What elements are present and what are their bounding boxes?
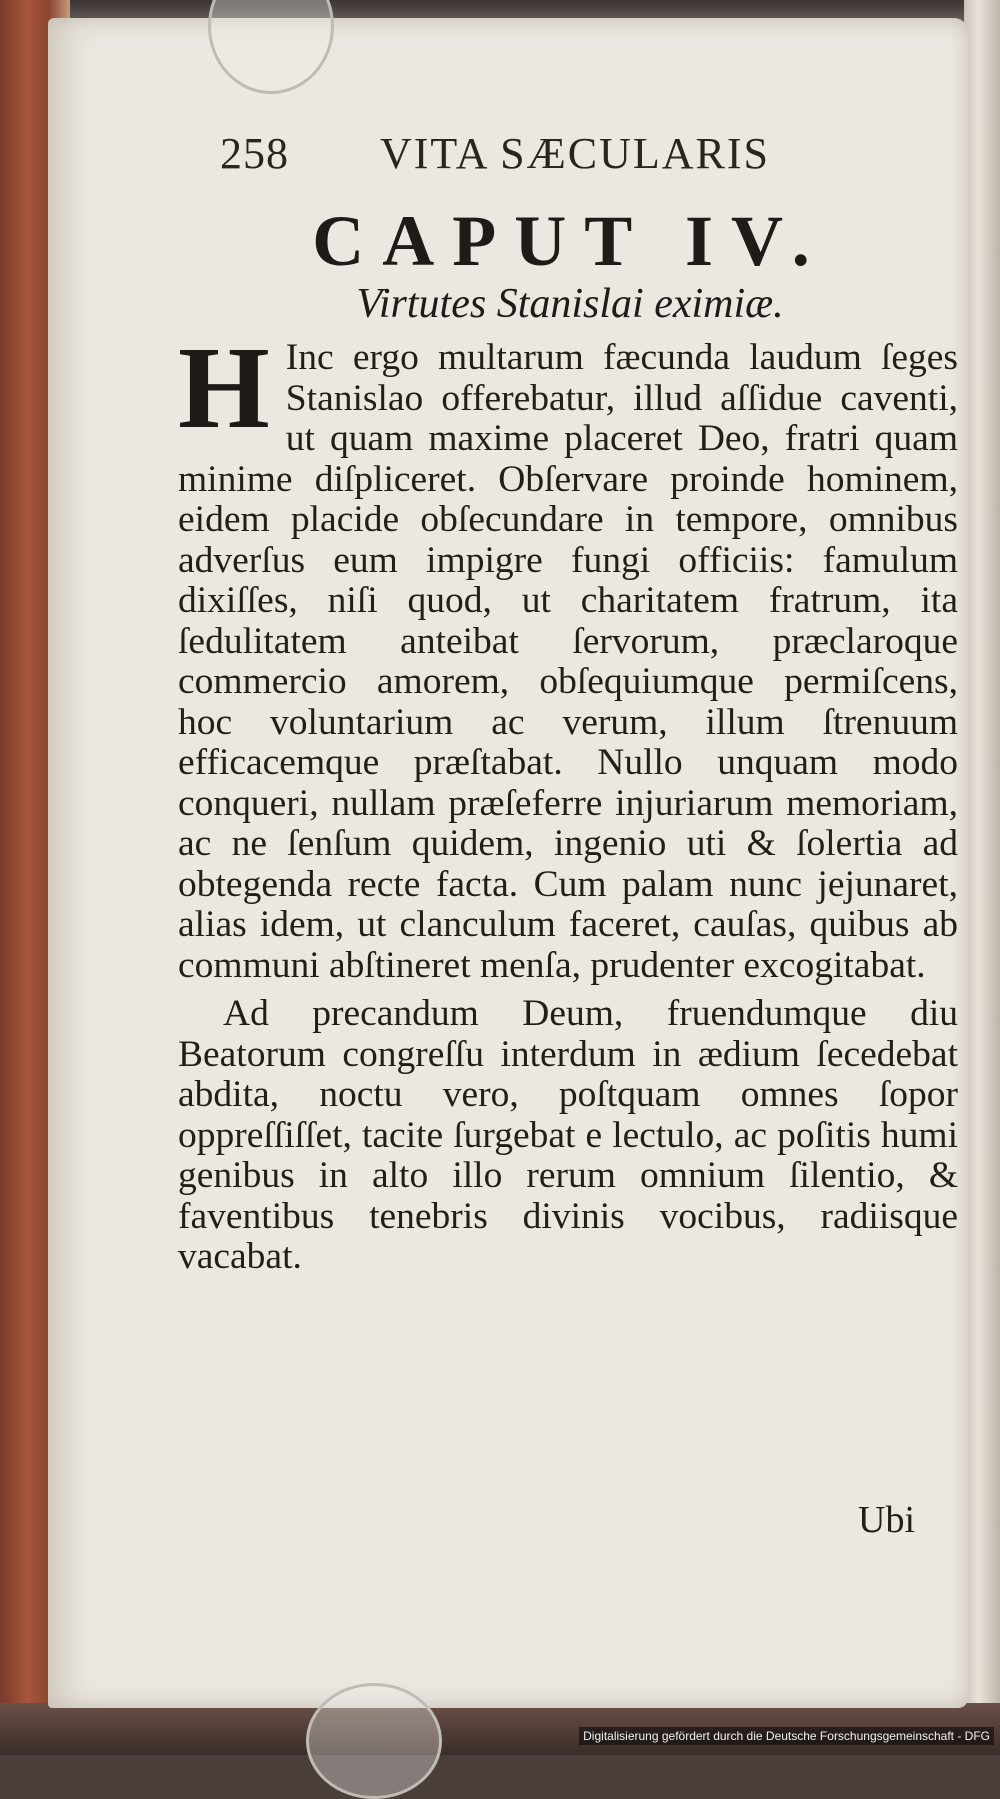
chapter-subtitle: Virtutes Stanislai eximiæ. — [356, 281, 784, 327]
page-clip-top — [208, 0, 334, 94]
catchword: Ubi — [858, 1499, 915, 1541]
paragraph-1 — [178, 322, 958, 986]
paragraph-2: Ad precandum Deum, fruendumque diu Beatorum congreſſu interdum in ædium ſecedebat abdita, noctu vero, poſtquam omnes ſopor oppreſſiſſet, tacite ſurgebat e lectulo, ac poſitis humi genibus in alto illo rerum omnium ſilentio, & faventibus tenebris divinis vocibus, radiisque vacabat. — [178, 993, 958, 1277]
page-clip-bottom — [306, 1683, 442, 1799]
chapter-title: CAPUT IV. — [312, 201, 828, 281]
running-header — [220, 128, 840, 188]
body-text — [178, 322, 958, 1278]
paragraph-1-text: Inc ergo multarum fæcunda laudum ſeges Stanislao offerebatur, illud aſſidue caventi, ut quam maxime placeret Deo, fratri quam minime diſpliceret. Obſervare proinde hominem, eidem placide obſecundare in tempore, omnibus adverſus eum impigre fungi officiis: famulum dixiſſes, niſi quod, ut charitatem fratrum, ita ſedulitatem anteibat ſervorum, præclaroque commercio amorem, obſequiumque permiſcens, hoc voluntarium ac verum, illum ſtrenuum efficacemque præſtabat. Nullo unquam modo conqueri, nullam præſeferre injuriarum memoriam, ac ne ſenſum quidem, ingenio uti & ſolertia ad obtegenda recte facta. Cum palam nunc jejunaret, alias idem, ut clanculum faceret, cauſas, quibus ab communi abſtineret menſa, prudenter excogitabat. — [178, 337, 958, 986]
page-fore-edge — [964, 0, 1000, 1755]
drop-cap: H — [178, 322, 270, 453]
page-number: 258 — [220, 129, 289, 178]
digitization-credit: Digitalisierung gefördert durch die Deutsche Forschungsgemeinschaft - DFG — [579, 1727, 994, 1745]
running-title: VITA SÆCULARIS — [380, 129, 770, 178]
